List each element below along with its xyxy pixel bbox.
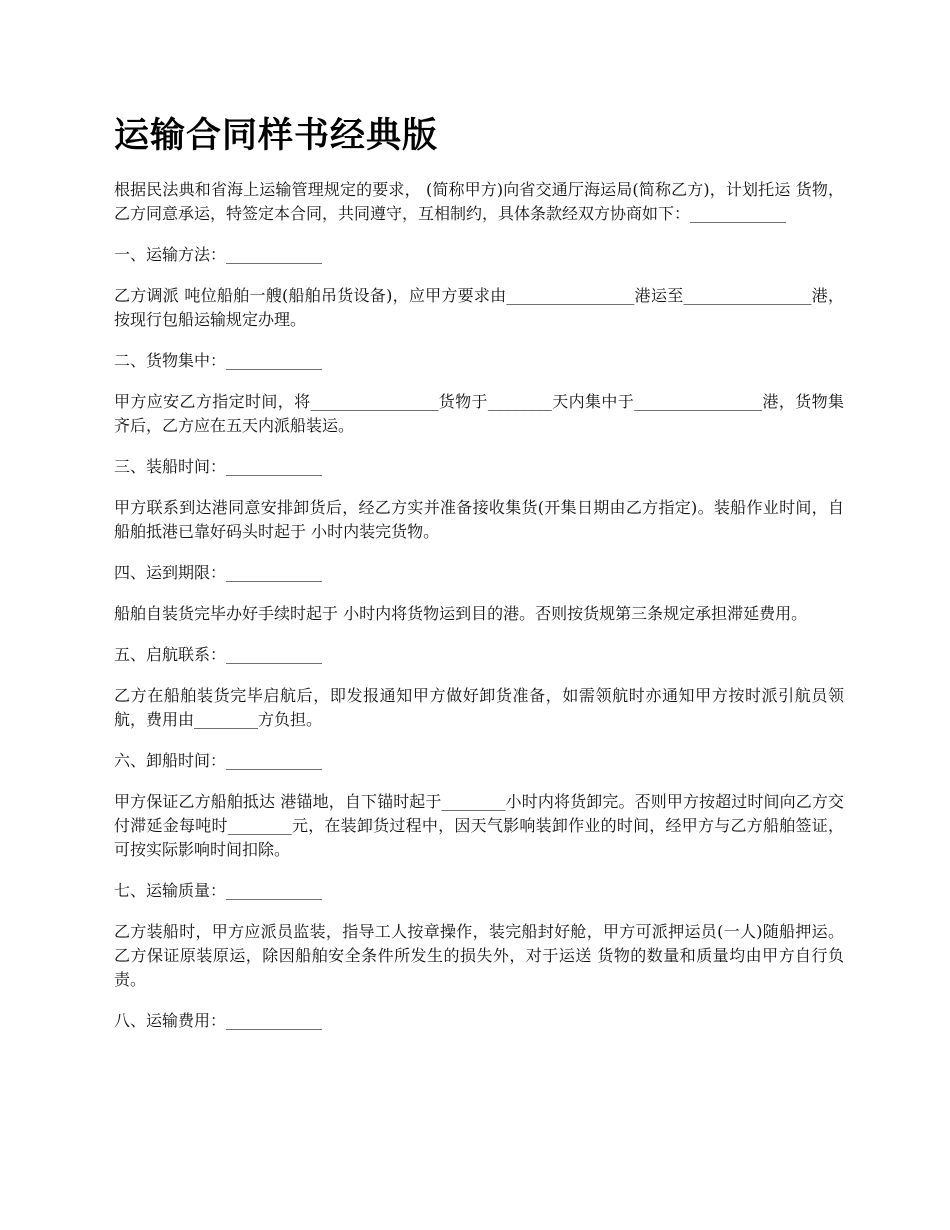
section-2-heading: 二、货物集中：____________ xyxy=(114,351,323,370)
section-1-body: 乙方调派 吨位船舶一艘(船舶吊货设备)，应甲方要求由________________港运至________________港，按现行包船运输规定办理。 xyxy=(114,286,844,329)
section-3-heading: 三、装船时间：____________ xyxy=(114,457,323,476)
section-5-heading: 五、启航联系：____________ xyxy=(114,645,323,664)
section-4-heading: 四、运到期限：____________ xyxy=(114,563,323,582)
section-6-body: 甲方保证乙方船舶抵达 港锚地，自下锚时起于________小时内将货卸完。否则甲方按超过时间向乙方交付滞延金每吨时________元，在装卸货过程中，因天气影响装卸作业的时间，经甲方与乙方船舶签证，可按实际影响时间扣除。 xyxy=(114,792,844,859)
document-title: 运输合同样书经典版 xyxy=(114,116,439,156)
document-page xyxy=(114,112,844,1050)
section-7-heading: 七、运输质量：____________ xyxy=(114,881,323,900)
section-5-body: 乙方在船舶装货完毕启航后，即发报通知甲方做好卸货准备，如需领航时亦通知甲方按时派引航员领航，费用由________方负担。 xyxy=(114,686,844,729)
section-6-heading: 六、卸船时间：____________ xyxy=(114,751,323,770)
section-2-body: 甲方应安乙方指定时间，将________________货物于________天内集中于________________港，货物集齐后，乙方应在五天内派船装运。 xyxy=(114,392,844,435)
section-4-body: 船舶自装货完毕办好手续时起于 小时内将货物运到目的港。否则按货规第三条规定承担滞延费用。 xyxy=(114,604,808,623)
intro-paragraph: 根据民法典和省海上运输管理规定的要求， (简称甲方)向省交通厅海运局(简称乙方)，计划托运 货物，乙方同意承运，特签定本合同，共同遵守，互相制约，具体条款经双方协商如下：____________ xyxy=(114,180,844,223)
section-8-heading: 八、运输费用：____________ xyxy=(114,1011,323,1030)
section-3-body: 甲方联系到达港同意安排卸货后，经乙方实并准备接收集货(开集日期由乙方指定)。装船作业时间，自船舶抵港已靠好码头时起于 小时内装完货物。 xyxy=(114,498,844,541)
section-1-heading: 一、运输方法：____________ xyxy=(114,245,323,264)
section-7-body: 乙方装船时，甲方应派员监装，指导工人按章操作，装完船封好舱，甲方可派押运员(一人)随船押运。乙方保证原装原运，除因船舶安全条件所发生的损失外，对于运送 货物的数量和质量均由甲方自行负责。 xyxy=(114,922,844,989)
